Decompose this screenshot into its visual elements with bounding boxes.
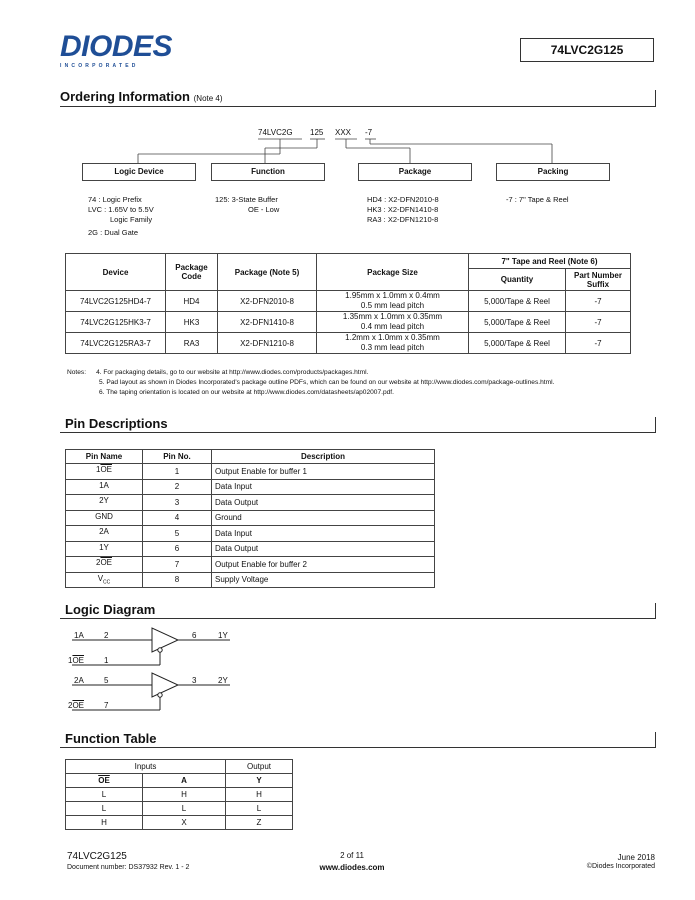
function-table: Inputs Output $\overline{OE}$ A Y L H H L L L H X Z: [65, 759, 293, 830]
gate1-oe-pin: 1: [104, 656, 109, 665]
code-func: 125: [310, 128, 324, 137]
pin-row: $V_{CC}$ 8 Supply Voltage: [66, 572, 435, 588]
diodes-logo: DIODES INCORPORATED: [60, 30, 173, 69]
gate1-input-pin: 2: [104, 631, 109, 640]
code-prefix: 74LVC2G: [258, 128, 293, 137]
gate1-output-label: 1Y: [218, 631, 228, 640]
order-row: 74LVC2G125HK3-7 HK3 X2-DFN1410-8 1.35mm x 1.0mm x 0.35mm 0.4 mm lead pitch 5,000/Tape & Reel -7: [66, 312, 631, 333]
function-table-title: Function Table: [65, 731, 157, 746]
pin-row: 1A 2 Data Input: [66, 479, 435, 495]
gate1-oe-label: $1\overline{OE}$: [68, 656, 85, 665]
footer-part: 74LVC2G125: [67, 851, 127, 862]
gate2-input-pin: 5: [104, 676, 109, 685]
packing-desc: -7 : 7" Tape & Reel: [506, 195, 569, 204]
function-row: L H H: [66, 788, 293, 802]
footer-page: 2 of 11: [340, 851, 364, 860]
logic-device-desc: 74 : Logic Prefix LVC : 1.65V to 5.5V Logic Family 2G : Dual Gate: [88, 195, 154, 237]
code-suffix: -7: [365, 128, 373, 137]
order-row: 74LVC2G125HD4-7 HD4 X2-DFN2010-8 1.95mm x 1.0mm x 0.4mm 0.5 mm lead pitch 5,000/Tape & Reel -7: [66, 291, 631, 312]
ordering-title: Ordering Information (Note 4): [60, 89, 223, 104]
pin-row: $1\overline{OE}$ 1 Output Enable for buffer 1: [66, 464, 435, 480]
box-logic-device: Logic Device: [82, 163, 196, 181]
package-desc: HD4 : X2-DFN2010-8 HK3 : X2-DFN1410-8 RA3 : X2-DFN1210-8: [367, 195, 439, 224]
function-row: H X Z: [66, 816, 293, 830]
code-pkg: XXX: [335, 128, 352, 137]
pin-desc-title: Pin Descriptions: [65, 416, 168, 431]
gate2-output-label: 2Y: [218, 676, 228, 685]
order-row: 74LVC2G125RA3-7 RA3 X2-DFN1210-8 1.2mm x 1.0mm x 0.35mm 0.3 mm lead pitch 5,000/Tape & Reel -7: [66, 333, 631, 354]
box-package: Package: [358, 163, 472, 181]
gate2-output-pin: 3: [192, 676, 197, 685]
part-number-header: 74LVC2G125: [520, 38, 654, 62]
logic-diagram-title: Logic Diagram: [65, 602, 156, 617]
pin-row: 2Y 3 Data Output: [66, 495, 435, 511]
footer-date: June 2018: [617, 853, 655, 862]
ordering-table: Device Package Code Package (Note 5) Package Size 7" Tape and Reel (Note 6) Quantity Part Number Suffix 74LVC2G125HD4-7 HD4 X2-DFN2010-8 1.95mm x 1.0mm x 0.4mm 0.5 mm lead pitch 5,000/Tape & Reel -7 74LVC2G125HK3-7 HK3 X2-DFN1410-8 1.35mm x 1.0mm x 0.35mm 0.4 mm lead pitch 5,000/Tape & Reel -7 74LVC2G125RA3-7 RA3 X2-DFN1210-8 1.2mm x 1.0mm x 0.35mm 0.3 mm lead pitch 5,000/Tape & Reel -7: [65, 253, 631, 354]
pin-row: $2\overline{OE}$ 7 Output Enable for buffer 2: [66, 557, 435, 573]
gate2-oe-label: $2\overline{OE}$: [68, 701, 85, 710]
gate2-input-label: 2A: [74, 676, 84, 685]
footer-doc-number: Document number: DS37932 Rev. 1 - 2: [67, 864, 190, 871]
pin-table: Pin Name Pin No. Description $1\overline{OE}$ 1 Output Enable for buffer 1 1A 2 Data Input 2Y 3 Data Output GND 4 Ground 2A 5 Data Input 1Y 6 Data Output $2\overline{OE}$ 7 Output Enable for buffer 2 $V_{CC}$ 8 Supply Voltage: [65, 449, 435, 588]
ordering-bracket-lines: [0, 0, 695, 170]
gate1-input-label: 1A: [74, 631, 84, 640]
box-packing: Packing: [496, 163, 610, 181]
pin-row: 1Y 6 Data Output: [66, 541, 435, 557]
function-row: L L L: [66, 802, 293, 816]
pin-row: 2A 5 Data Input: [66, 526, 435, 542]
pin-row: GND 4 Ground: [66, 510, 435, 526]
function-desc: 125: 3-State Buffer OE - Low: [215, 195, 280, 214]
footer-copyright: ©Diodes Incorporated: [586, 863, 655, 870]
box-function: Function: [211, 163, 325, 181]
logic-diagram: [0, 620, 300, 720]
notes: Notes: 4. For packaging details, go to our website at http://www.diodes.com/products/packages.html. 5. Pad layout as shown in Diodes Incorporated's package outline PDFs, which can be found on our website at http://www.diodes.com/package-outlines.html. 6. The taping orientation is located on our website at http://www.diodes.com/datasheets/ap02007.pdf.: [67, 369, 555, 396]
footer-website[interactable]: www.diodes.com: [319, 863, 385, 872]
gate2-oe-pin: 7: [104, 701, 109, 710]
gate1-output-pin: 6: [192, 631, 197, 640]
